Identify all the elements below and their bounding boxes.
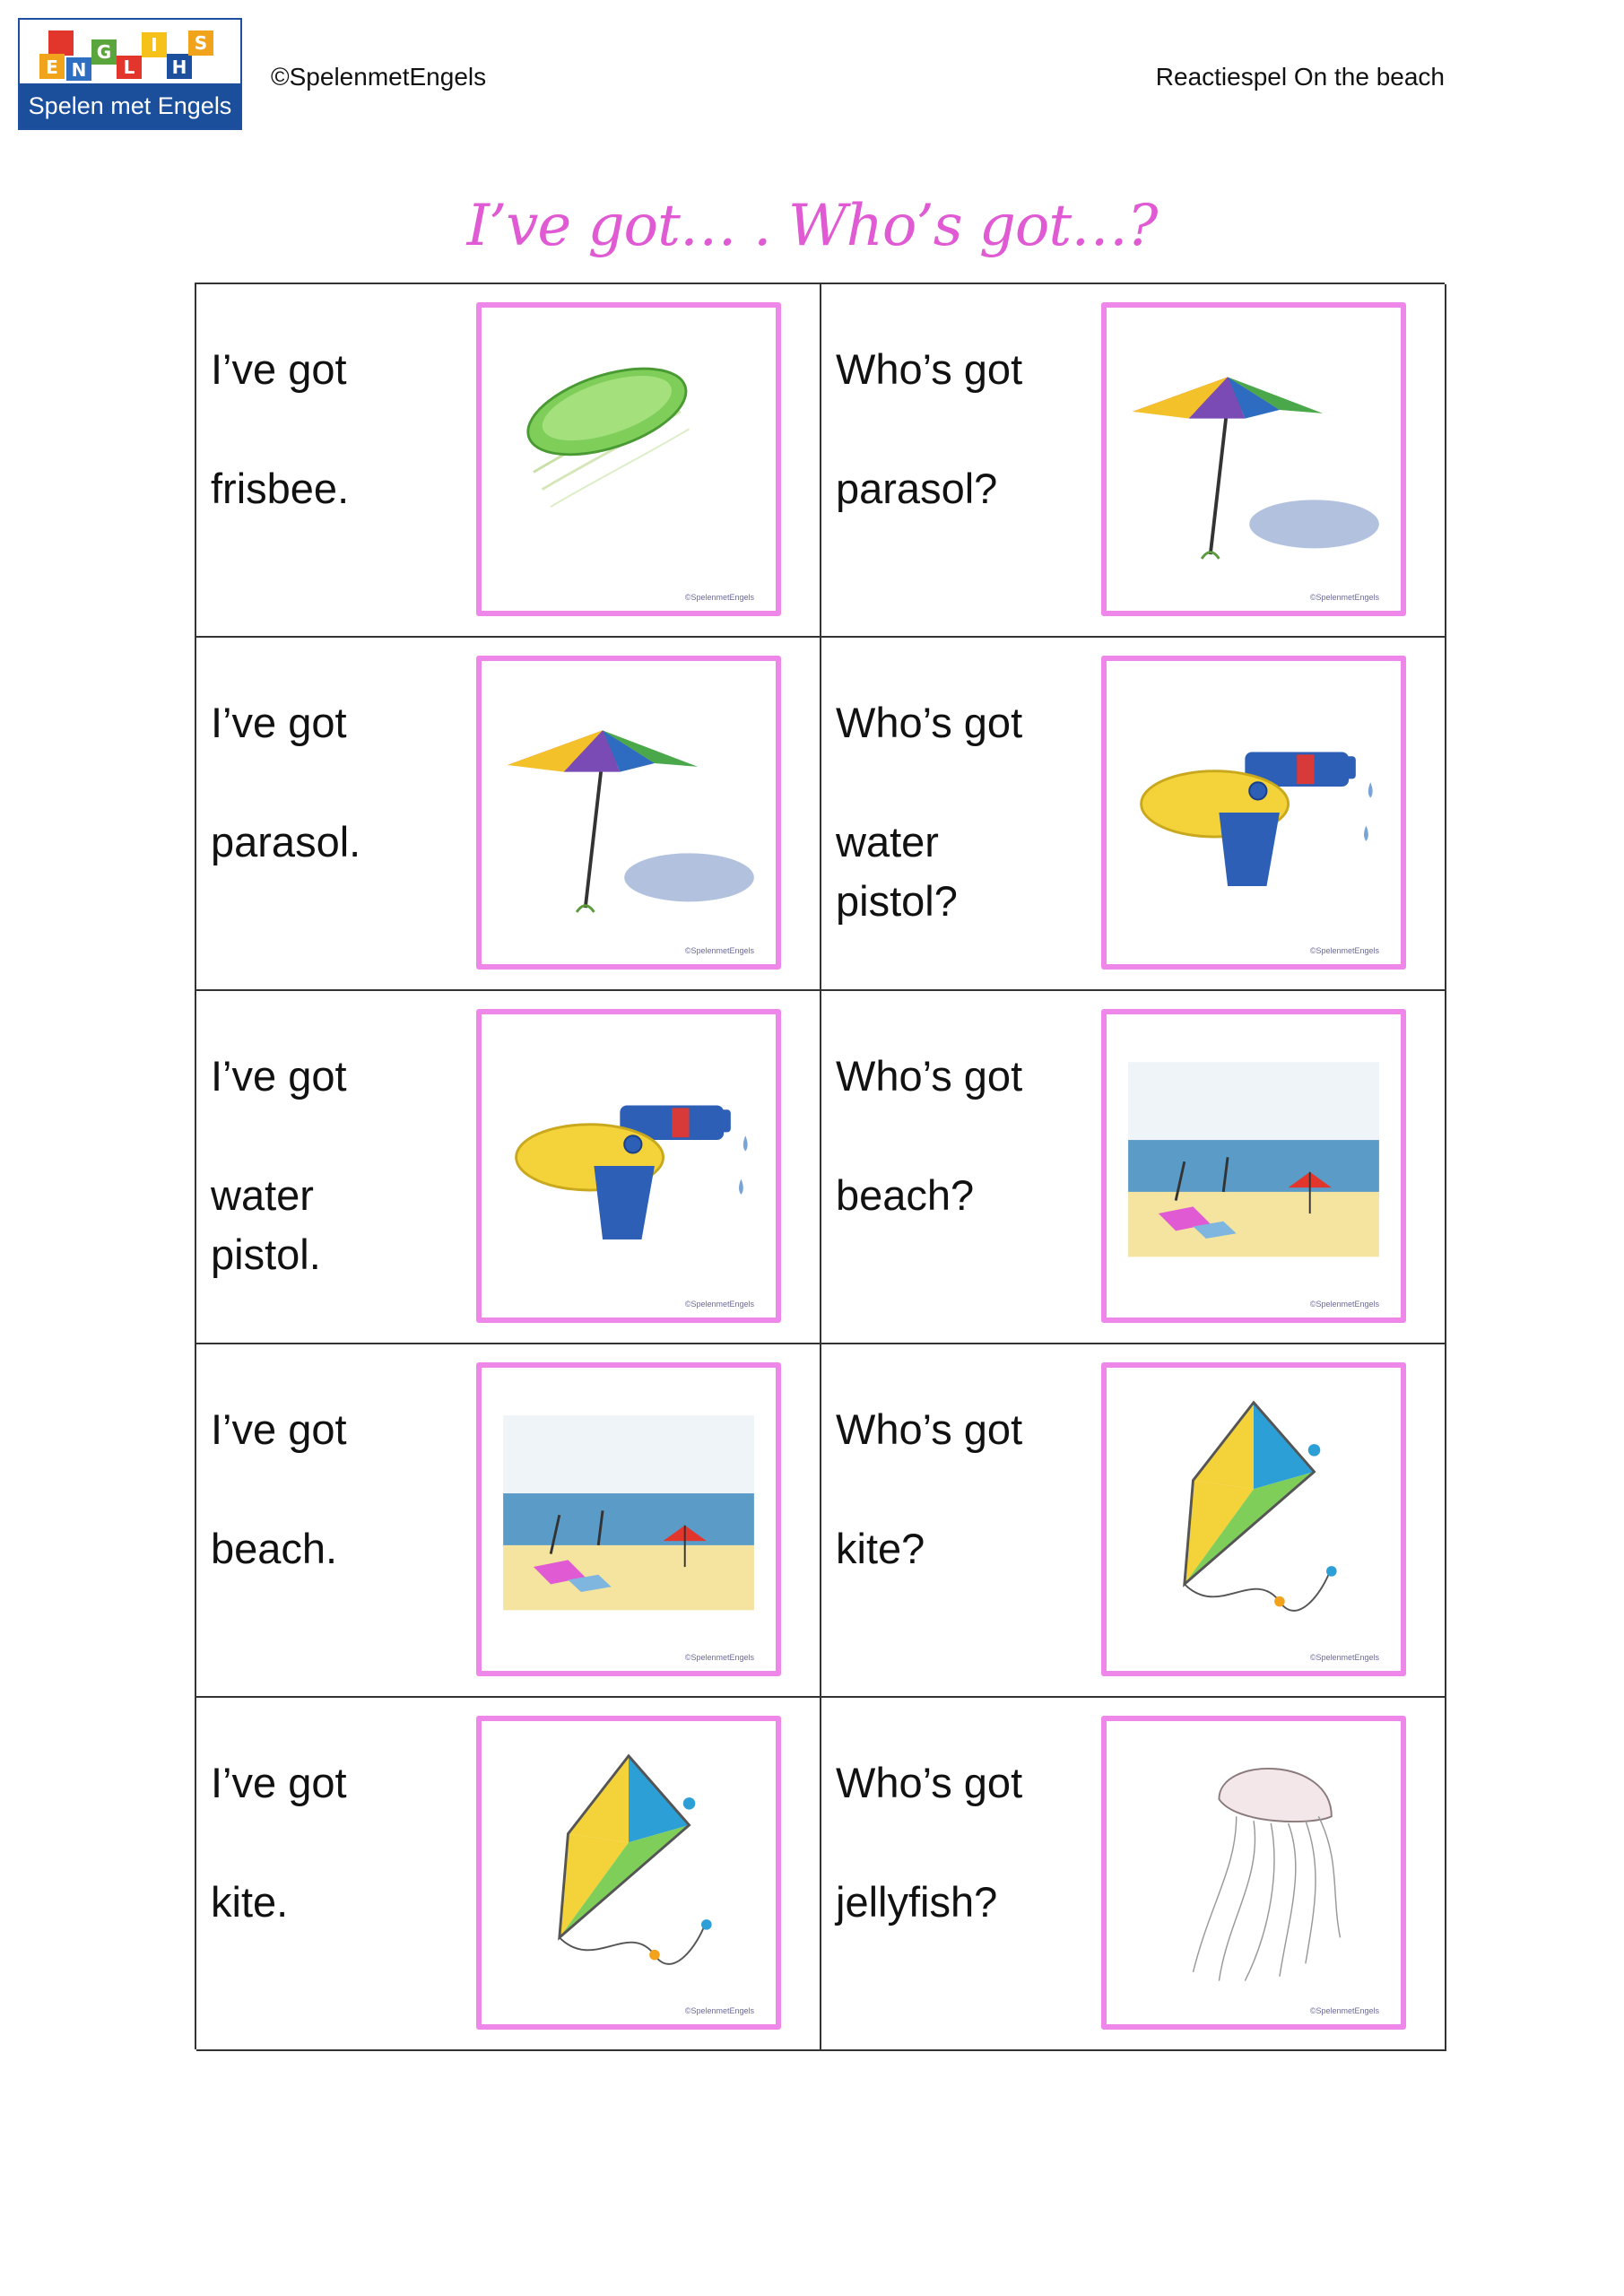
game-card — [821, 991, 1446, 1344]
beach-picture-card — [1101, 1009, 1406, 1323]
card-word: parasol. — [211, 818, 361, 865]
game-card — [196, 991, 821, 1344]
parasol-icon — [482, 661, 776, 964]
card-word: water pistol. — [211, 1171, 321, 1278]
card-prompt: I’ve got — [211, 1759, 347, 1806]
frisbee-picture-card — [476, 302, 781, 616]
parasol-icon — [1107, 308, 1401, 611]
water-pistol-icon — [482, 1014, 776, 1318]
game-card — [196, 638, 821, 991]
card-credit: ©SpelenmetEngels — [1309, 946, 1379, 955]
card-prompt: I’ve got — [211, 345, 347, 393]
card-word: kite? — [836, 1525, 925, 1572]
logo-letter: I — [151, 34, 158, 56]
kite-picture-card — [1101, 1362, 1406, 1676]
game-card — [196, 284, 821, 638]
logo-letter: H — [171, 57, 187, 78]
card-word: frisbee. — [211, 465, 350, 512]
game-card — [196, 1698, 821, 2051]
game-card — [821, 638, 1446, 991]
card-prompt: I’ve got — [211, 699, 347, 746]
jellyfish-picture-card — [1101, 1716, 1406, 2030]
card-credit: ©SpelenmetEngels — [684, 946, 754, 955]
card-word: beach. — [211, 1525, 338, 1572]
card-word: jellyfish? — [836, 1878, 998, 1926]
card-prompt: Who’s got — [836, 1759, 1023, 1806]
card-credit: ©SpelenmetEngels — [1309, 593, 1379, 602]
card-prompt: I’ve got — [211, 1405, 347, 1453]
beach-scene-icon — [482, 1368, 776, 1671]
card-prompt: Who’s got — [836, 1052, 1023, 1100]
card-credit: ©SpelenmetEngels — [684, 2006, 754, 2015]
game-card — [821, 1344, 1446, 1698]
card-word: kite. — [211, 1878, 289, 1926]
card-prompt: I’ve got — [211, 1052, 347, 1100]
game-card — [821, 284, 1446, 638]
beach-scene-icon — [1107, 1014, 1401, 1318]
logo-blocks — [36, 27, 228, 83]
card-word: water pistol? — [836, 818, 958, 925]
frisbee-icon — [482, 308, 776, 611]
jellyfish-icon — [1107, 1721, 1401, 2024]
card-credit: ©SpelenmetEngels — [1309, 2006, 1379, 2015]
beach-picture-card — [476, 1362, 781, 1676]
logo — [18, 18, 242, 130]
card-credit: ©SpelenmetEngels — [684, 1653, 754, 1662]
card-word: beach? — [836, 1171, 975, 1219]
logo-letter: G — [96, 41, 112, 63]
parasol-picture-card — [476, 656, 781, 970]
game-card — [821, 1698, 1446, 2051]
logo-letter: S — [194, 32, 208, 54]
logo-letter: N — [71, 59, 87, 81]
card-credit: ©SpelenmetEngels — [684, 593, 754, 602]
card-credit: ©SpelenmetEngels — [1309, 1653, 1379, 1662]
card-prompt: Who’s got — [836, 699, 1023, 746]
logo-letter: L — [123, 57, 135, 78]
parasol-picture-card — [1101, 302, 1406, 616]
kite-icon — [1107, 1368, 1401, 1671]
card-credit: ©SpelenmetEngels — [1309, 1300, 1379, 1309]
card-credit: ©SpelenmetEngels — [684, 1300, 754, 1309]
document-title: Reactiespel On the beach — [1155, 63, 1445, 91]
copyright-text: ©SpelenmetEngels — [271, 63, 487, 91]
card-grid — [195, 283, 1445, 2049]
card-word: parasol? — [836, 465, 998, 512]
water-pistol-picture-card — [1101, 656, 1406, 970]
card-prompt: Who’s got — [836, 1405, 1023, 1453]
card-prompt: Who’s got — [836, 345, 1023, 393]
water-pistol-icon — [1107, 661, 1401, 964]
kite-icon — [482, 1721, 776, 2024]
kite-picture-card — [476, 1716, 781, 2030]
logo-letter: E — [46, 57, 58, 78]
logo-text: Spelen met Engels — [20, 83, 240, 128]
water-pistol-picture-card — [476, 1009, 781, 1323]
page-title: I’ve got… . Who’s got…? — [466, 193, 1158, 259]
game-card — [196, 1344, 821, 1698]
